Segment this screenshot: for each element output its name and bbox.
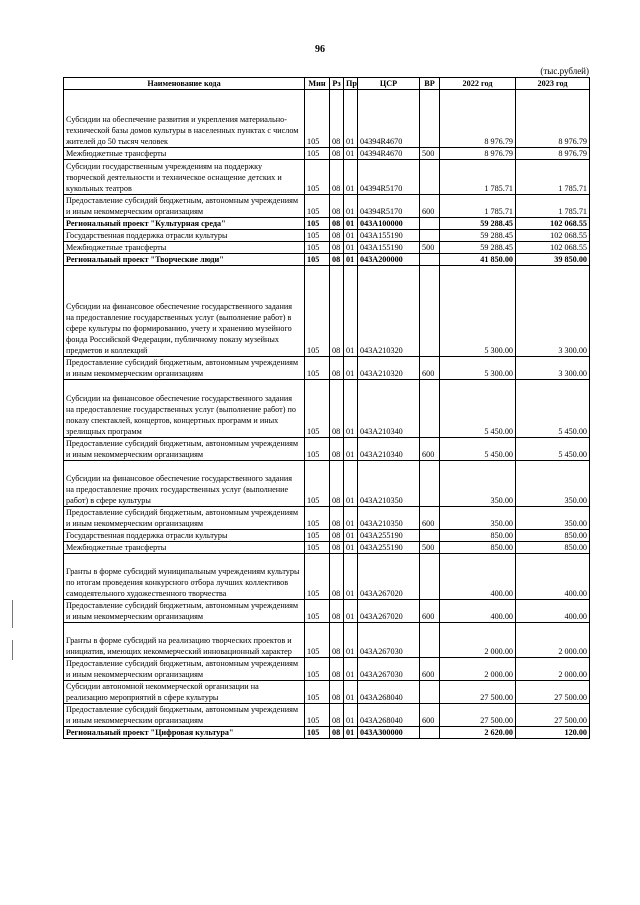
- row-vr: 500: [420, 542, 440, 554]
- row-vr: 500: [420, 148, 440, 160]
- row-amount-2022: 850.00: [440, 530, 516, 542]
- row-name: Межбюджетные трансферты: [64, 242, 305, 254]
- row-name: Межбюджетные трансферты: [64, 542, 305, 554]
- row-vr: [420, 554, 440, 600]
- row-rz: 08: [330, 727, 344, 739]
- row-csr: 043A267030: [358, 658, 420, 681]
- row-csr: 043A268040: [358, 704, 420, 727]
- row-amount-2023: 5 450.00: [516, 438, 590, 461]
- row-min: 105: [305, 681, 330, 704]
- row-pr: 01: [344, 542, 358, 554]
- header-2022: 2022 год: [440, 78, 516, 90]
- row-csr: 043A155190: [358, 242, 420, 254]
- table-row: [64, 681, 590, 704]
- table-row: [64, 704, 590, 727]
- row-amount-2023: 350.00: [516, 461, 590, 507]
- row-amount-2023: 2 000.00: [516, 658, 590, 681]
- row-min: 105: [305, 218, 330, 230]
- row-min: 105: [305, 530, 330, 542]
- row-min: 105: [305, 160, 330, 195]
- row-amount-2022: 850.00: [440, 542, 516, 554]
- row-amount-2022: 8 976.79: [440, 90, 516, 148]
- row-pr: 01: [344, 266, 358, 357]
- row-vr: [420, 461, 440, 507]
- row-rz: 08: [330, 530, 344, 542]
- row-rz: 08: [330, 542, 344, 554]
- table-row: [64, 600, 590, 623]
- table-row: [64, 461, 590, 507]
- row-pr: 01: [344, 160, 358, 195]
- row-name: Предоставление субсидий бюджетным, автономным учреждениям и иным некоммерческим организациям: [64, 600, 305, 623]
- row-amount-2023: 350.00: [516, 507, 590, 530]
- header-pr: Пр: [344, 78, 358, 90]
- row-amount-2023: 102 068.55: [516, 242, 590, 254]
- row-rz: 08: [330, 148, 344, 160]
- row-vr: [420, 530, 440, 542]
- row-amount-2023: 1 785.71: [516, 160, 590, 195]
- row-pr: 01: [344, 148, 358, 160]
- row-csr: 043A267020: [358, 600, 420, 623]
- row-rz: 08: [330, 658, 344, 681]
- row-rz: 08: [330, 195, 344, 218]
- row-min: 105: [305, 266, 330, 357]
- table-row: [64, 507, 590, 530]
- row-amount-2022: 27 500.00: [440, 681, 516, 704]
- row-amount-2023: 850.00: [516, 542, 590, 554]
- row-min: 105: [305, 727, 330, 739]
- row-name: Субсидии автономной некоммерческой организации на реализацию мероприятий в сфере культуры: [64, 681, 305, 704]
- units-label: (тыс.рублей): [540, 66, 589, 76]
- row-csr: 04394R5170: [358, 195, 420, 218]
- row-rz: 08: [330, 160, 344, 195]
- row-csr: 043A268040: [358, 681, 420, 704]
- row-amount-2022: 400.00: [440, 600, 516, 623]
- row-name: Предоставление субсидий бюджетным, автономным учреждениям и иным некоммерческим организациям: [64, 195, 305, 218]
- table-row: [64, 438, 590, 461]
- row-csr: 043A210350: [358, 461, 420, 507]
- row-amount-2023: 1 785.71: [516, 195, 590, 218]
- row-csr: 04394R4670: [358, 90, 420, 148]
- row-rz: 08: [330, 380, 344, 438]
- row-amount-2023: 120.00: [516, 727, 590, 739]
- table-row: [64, 195, 590, 218]
- row-csr: 043A255190: [358, 542, 420, 554]
- row-amount-2022: 2 000.00: [440, 658, 516, 681]
- row-min: 105: [305, 148, 330, 160]
- row-pr: 01: [344, 704, 358, 727]
- row-amount-2022: 59 288.45: [440, 230, 516, 242]
- row-min: 105: [305, 600, 330, 623]
- row-vr: [420, 727, 440, 739]
- header-name: Наименование кода: [64, 78, 305, 90]
- row-amount-2023: 850.00: [516, 530, 590, 542]
- row-rz: 08: [330, 623, 344, 658]
- row-rz: 08: [330, 230, 344, 242]
- row-min: 105: [305, 658, 330, 681]
- table-row: [64, 357, 590, 380]
- table-row: [64, 727, 590, 739]
- row-name: Предоставление субсидий бюджетным, автономным учреждениям и иным некоммерческим организациям: [64, 438, 305, 461]
- table-row: [64, 148, 590, 160]
- row-amount-2022: 2 620.00: [440, 727, 516, 739]
- row-vr: 600: [420, 704, 440, 727]
- row-pr: 01: [344, 254, 358, 266]
- row-name: Государственная поддержка отрасли культуры: [64, 230, 305, 242]
- row-pr: 01: [344, 727, 358, 739]
- row-vr: 600: [420, 600, 440, 623]
- row-vr: [420, 266, 440, 357]
- row-min: 105: [305, 623, 330, 658]
- row-pr: 01: [344, 530, 358, 542]
- row-amount-2022: 2 000.00: [440, 623, 516, 658]
- row-pr: 01: [344, 218, 358, 230]
- page-number: 96: [315, 44, 325, 55]
- row-amount-2023: 39 850.00: [516, 254, 590, 266]
- row-min: 105: [305, 380, 330, 438]
- table-header-row: [64, 78, 590, 90]
- row-pr: 01: [344, 554, 358, 600]
- row-amount-2022: 5 450.00: [440, 380, 516, 438]
- row-name: Субсидии на обеспечение развития и укрепления материально-технической базы домов культуры в населенных пунктах с числом жителей до 50 тысяч человек: [64, 90, 305, 148]
- row-min: 105: [305, 554, 330, 600]
- row-name: Предоставление субсидий бюджетным, автономным учреждениям и иным некоммерческим организациям: [64, 357, 305, 380]
- row-pr: 01: [344, 357, 358, 380]
- row-amount-2022: 8 976.79: [440, 148, 516, 160]
- header-2023: 2023 год: [516, 78, 590, 90]
- row-amount-2022: 5 300.00: [440, 266, 516, 357]
- row-csr: 043A267020: [358, 554, 420, 600]
- row-csr: 043A210350: [358, 507, 420, 530]
- table-row: [64, 380, 590, 438]
- row-rz: 08: [330, 218, 344, 230]
- row-amount-2022: 1 785.71: [440, 160, 516, 195]
- row-amount-2022: 5 450.00: [440, 438, 516, 461]
- table-row: [64, 658, 590, 681]
- row-vr: [420, 90, 440, 148]
- row-csr: 043A210340: [358, 380, 420, 438]
- table-row: [64, 266, 590, 357]
- row-name: Межбюджетные трансферты: [64, 148, 305, 160]
- row-vr: 600: [420, 438, 440, 461]
- row-amount-2023: 27 500.00: [516, 681, 590, 704]
- row-vr: 500: [420, 242, 440, 254]
- row-pr: 01: [344, 242, 358, 254]
- header-vr: ВР: [420, 78, 440, 90]
- table-row: [64, 90, 590, 148]
- row-min: 105: [305, 704, 330, 727]
- row-name: Предоставление субсидий бюджетным, автономным учреждениям и иным некоммерческим организациям: [64, 704, 305, 727]
- header-csr: ЦСР: [358, 78, 420, 90]
- row-min: 105: [305, 461, 330, 507]
- row-rz: 08: [330, 681, 344, 704]
- table-row: [64, 242, 590, 254]
- row-min: 105: [305, 242, 330, 254]
- row-min: 105: [305, 195, 330, 218]
- row-vr: 600: [420, 357, 440, 380]
- header-rz: Рз: [330, 78, 344, 90]
- row-pr: 01: [344, 230, 358, 242]
- row-pr: 01: [344, 681, 358, 704]
- row-amount-2022: 350.00: [440, 461, 516, 507]
- row-csr: 043A210320: [358, 357, 420, 380]
- table-row: [64, 230, 590, 242]
- row-csr: 04394R4670: [358, 148, 420, 160]
- row-csr: 04394R5170: [358, 160, 420, 195]
- row-amount-2023: 27 500.00: [516, 704, 590, 727]
- row-rz: 08: [330, 461, 344, 507]
- row-vr: [420, 230, 440, 242]
- row-rz: 08: [330, 704, 344, 727]
- row-pr: 01: [344, 380, 358, 438]
- margin-mark: [12, 600, 13, 628]
- row-vr: 600: [420, 195, 440, 218]
- row-amount-2022: 59 288.45: [440, 218, 516, 230]
- row-csr: 043A300000: [358, 727, 420, 739]
- row-amount-2023: 400.00: [516, 554, 590, 600]
- row-name: Субсидии на финансовое обеспечение государственного задания на предоставление прочих государственных услуг (выполнение работ) в сфере культуры: [64, 461, 305, 507]
- table-row: [64, 160, 590, 195]
- row-amount-2022: 27 500.00: [440, 704, 516, 727]
- margin-mark: [12, 640, 13, 660]
- row-pr: 01: [344, 461, 358, 507]
- row-name: Государственная поддержка отрасли культуры: [64, 530, 305, 542]
- row-min: 105: [305, 507, 330, 530]
- row-min: 105: [305, 254, 330, 266]
- row-rz: 08: [330, 357, 344, 380]
- row-rz: 08: [330, 266, 344, 357]
- row-rz: 08: [330, 507, 344, 530]
- row-min: 105: [305, 230, 330, 242]
- row-pr: 01: [344, 658, 358, 681]
- row-pr: 01: [344, 507, 358, 530]
- row-amount-2023: 3 300.00: [516, 266, 590, 357]
- row-rz: 08: [330, 554, 344, 600]
- row-vr: [420, 380, 440, 438]
- row-rz: 08: [330, 242, 344, 254]
- row-csr: 043A210340: [358, 438, 420, 461]
- row-min: 105: [305, 542, 330, 554]
- table-body: [64, 90, 590, 739]
- row-min: 105: [305, 357, 330, 380]
- row-csr: 043A255190: [358, 530, 420, 542]
- row-pr: 01: [344, 623, 358, 658]
- row-amount-2022: 5 300.00: [440, 357, 516, 380]
- row-amount-2022: 350.00: [440, 507, 516, 530]
- row-min: 105: [305, 438, 330, 461]
- row-amount-2023: 102 068.55: [516, 230, 590, 242]
- row-rz: 08: [330, 254, 344, 266]
- row-name: Субсидии на финансовое обеспечение государственного задания на предоставление государственных услуг (выполнение работ) в сфере культуры по формированию, учету и хранению музейного фонда Российской Федерации, публичному показу музейных предметов и коллекций: [64, 266, 305, 357]
- row-rz: 08: [330, 600, 344, 623]
- row-vr: [420, 254, 440, 266]
- row-rz: 08: [330, 90, 344, 148]
- row-vr: 600: [420, 507, 440, 530]
- row-name: Предоставление субсидий бюджетным, автономным учреждениям и иным некоммерческим организациям: [64, 507, 305, 530]
- row-amount-2023: 8 976.79: [516, 90, 590, 148]
- row-amount-2023: 400.00: [516, 600, 590, 623]
- budget-table: [63, 77, 590, 739]
- row-name: Региональный проект "Цифровая культура": [64, 727, 305, 739]
- row-vr: [420, 218, 440, 230]
- row-amount-2022: 400.00: [440, 554, 516, 600]
- row-name: Гранты в форме субсидий муниципальным учреждениям культуры по итогам проведения конкурсного отбора лучших коллективов самодеятельного художественного творчества: [64, 554, 305, 600]
- row-name: Региональный проект "Культурная среда": [64, 218, 305, 230]
- row-amount-2023: 3 300.00: [516, 357, 590, 380]
- row-amount-2022: 59 288.45: [440, 242, 516, 254]
- row-amount-2023: 102 068.55: [516, 218, 590, 230]
- row-vr: [420, 681, 440, 704]
- table-row: [64, 542, 590, 554]
- row-amount-2023: 8 976.79: [516, 148, 590, 160]
- row-vr: 600: [420, 658, 440, 681]
- row-name: Предоставление субсидий бюджетным, автономным учреждениям и иным некоммерческим организациям: [64, 658, 305, 681]
- row-min: 105: [305, 90, 330, 148]
- row-amount-2022: 41 850.00: [440, 254, 516, 266]
- row-name: Гранты в форме субсидий на реализацию творческих проектов и инициатив, имеющих некоммерческий инновационный характер: [64, 623, 305, 658]
- row-pr: 01: [344, 195, 358, 218]
- row-csr: 043A155190: [358, 230, 420, 242]
- row-amount-2023: 5 450.00: [516, 380, 590, 438]
- row-csr: 043A200000: [358, 254, 420, 266]
- row-csr: 043A267030: [358, 623, 420, 658]
- row-csr: 043A100000: [358, 218, 420, 230]
- row-amount-2022: 1 785.71: [440, 195, 516, 218]
- row-amount-2023: 2 000.00: [516, 623, 590, 658]
- row-vr: [420, 160, 440, 195]
- row-name: Субсидии государственным учреждениям на поддержку творческой деятельности и техническое оснащение детских и кукольных театров: [64, 160, 305, 195]
- row-pr: 01: [344, 600, 358, 623]
- table-row: [64, 218, 590, 230]
- row-vr: [420, 623, 440, 658]
- table-row: [64, 623, 590, 658]
- row-csr: 043A210320: [358, 266, 420, 357]
- row-name: Субсидии на финансовое обеспечение государственного задания на предоставление государственных услуг (выполнение работ) по показу спектаклей, концертов, концертных программ и иных зрелищных программ: [64, 380, 305, 438]
- row-pr: 01: [344, 90, 358, 148]
- row-pr: 01: [344, 438, 358, 461]
- table-row: [64, 254, 590, 266]
- row-name: Региональный проект "Творческие люди": [64, 254, 305, 266]
- row-rz: 08: [330, 438, 344, 461]
- header-min: Мин: [305, 78, 330, 90]
- table-row: [64, 530, 590, 542]
- table-row: [64, 554, 590, 600]
